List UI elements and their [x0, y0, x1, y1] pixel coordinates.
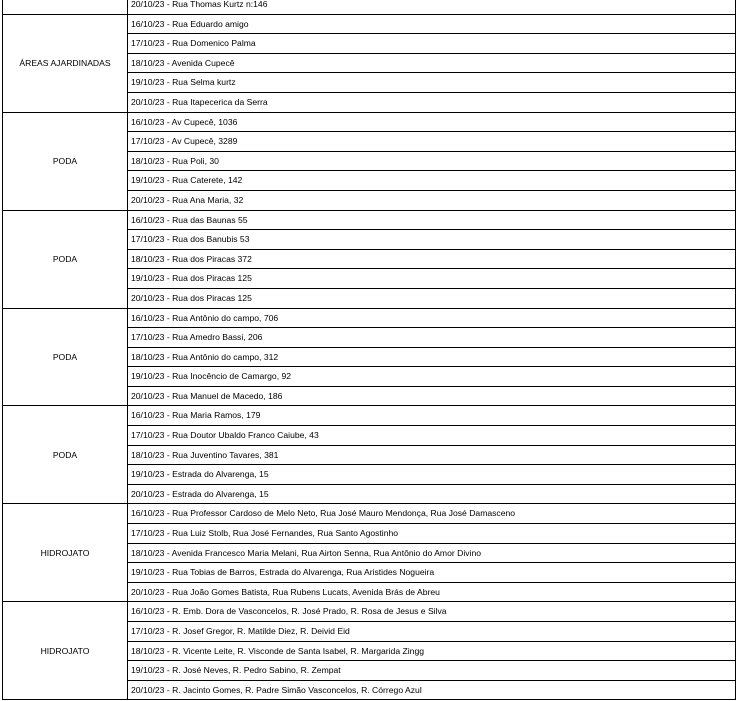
entry-cell: 19/10/23 - Estrada do Alvarenga, 15 [128, 465, 736, 485]
table-row [3, 210, 736, 230]
entry-cell: 16/10/23 - Rua Antônio do campo, 706 [128, 308, 736, 328]
entry-cell: 18/10/23 - Avenida Cupecê [128, 53, 736, 73]
category-cell: PODA [3, 308, 128, 406]
entry-cell: 18/10/23 - Rua Poli, 30 [128, 151, 736, 171]
entry-cell: 19/10/23 - Rua dos Piracas 125 [128, 269, 736, 289]
entry-cell: 19/10/23 - R. José Neves, R. Pedro Sabino, R. Zempat [128, 661, 736, 681]
entry-cell: 17/10/23 - Rua Luiz Stolb, Rua José Fernandes, Rua Santo Agostinho [128, 524, 736, 544]
entry-cell: 20/10/23 - Rua Manuel de Macedo, 186 [128, 386, 736, 406]
entry-cell: 20/10/23 - Rua João Gomes Batista, Rua Rubens Lucats, Avenida Brás de Abreu [128, 582, 736, 602]
table-row [3, 0, 736, 14]
schedule-table [2, 0, 736, 700]
table-row [3, 602, 736, 622]
category-cell: HIDROJATO [3, 602, 128, 700]
table-row [3, 112, 736, 132]
entry-cell: 20/10/23 - R. Jacinto Gomes, R. Padre Simão Vasconcelos, R. Córrego Azul [128, 680, 736, 700]
entry-cell: 20/10/23 - Rua Ana Maria, 32 [128, 190, 736, 210]
entry-cell: 18/10/23 - Avenida Francesco Maria Melani, Rua Airton Senna, Rua Antônio do Amor Divino [128, 543, 736, 563]
entry-cell: 17/10/23 - Rua dos Banubis 53 [128, 230, 736, 250]
table-row [3, 14, 736, 34]
entry-cell: 16/10/23 - Rua Eduardo amigo [128, 14, 736, 34]
entry-cell: 19/10/23 - Rua Tobias de Barros, Estrada do Alvarenga, Rua Aristides Nogueira [128, 563, 736, 583]
entry-cell: 19/10/23 - Rua Selma kurtz [128, 73, 736, 93]
category-cell: PODA [3, 406, 128, 504]
entry-cell: 17/10/23 - Av Cupecê, 3289 [128, 132, 736, 152]
category-cell: HIDROJATO [3, 504, 128, 602]
entry-cell: 16/10/23 - Rua Maria Ramos, 179 [128, 406, 736, 426]
entry-cell: 20/10/23 - Rua dos Piracas 125 [128, 288, 736, 308]
entry-cell: 16/10/23 - Av Cupecê, 1036 [128, 112, 736, 132]
entry-cell: 19/10/23 - Rua Inocêncio de Camargo, 92 [128, 367, 736, 387]
category-cell: ÁREAS AJARDINADAS [3, 14, 128, 112]
entry-cell: 18/10/23 - Rua Antônio do campo, 312 [128, 347, 736, 367]
entry-cell: 20/10/23 - Rua Thomas Kurtz n:146 [128, 0, 736, 14]
entry-cell: 18/10/23 - Rua dos Piracas 372 [128, 249, 736, 269]
schedule-body [3, 0, 736, 700]
entry-cell: 17/10/23 - Rua Doutor Ubaldo Franco Caiube, 43 [128, 426, 736, 446]
entry-cell: 17/10/23 - Rua Domenico Palma [128, 34, 736, 54]
entry-cell: 20/10/23 - Rua Itapecerica da Serra [128, 92, 736, 112]
table-row [3, 504, 736, 524]
category-cell [3, 0, 128, 14]
entry-cell: 20/10/23 - Estrada do Alvarenga, 15 [128, 484, 736, 504]
entry-cell: 16/10/23 - Rua Professor Cardoso de Melo Neto, Rua José Mauro Mendonça, Rua José Damasceno [128, 504, 736, 524]
entry-cell: 19/10/23 - Rua Caterete, 142 [128, 171, 736, 191]
table-row [3, 308, 736, 328]
category-cell: PODA [3, 112, 128, 210]
category-cell: PODA [3, 210, 128, 308]
entry-cell: 18/10/23 - Rua Juventino Tavares, 381 [128, 445, 736, 465]
entry-cell: 17/10/23 - R. Josef Gregor, R. Matilde Diez, R. Deivid Eid [128, 622, 736, 642]
entry-cell: 16/10/23 - Rua das Baunas 55 [128, 210, 736, 230]
entry-cell: 18/10/23 - R. Vicente Leite, R. Visconde de Santa Isabel, R. Margarida Zingg [128, 641, 736, 661]
entry-cell: 16/10/23 - R. Emb. Dora de Vasconcelos, R. José Prado, R. Rosa de Jesus e Silva [128, 602, 736, 622]
entry-cell: 17/10/23 - Rua Amedro Bassi, 206 [128, 328, 736, 348]
table-row [3, 406, 736, 426]
